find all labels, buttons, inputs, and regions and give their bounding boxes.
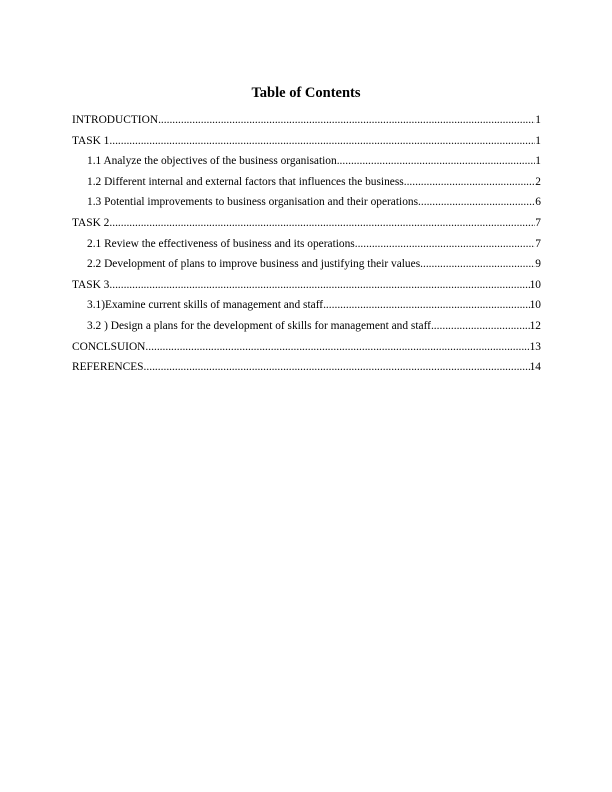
toc-dot-leader (431, 319, 530, 333)
toc-entry-3-2[interactable] (72, 319, 541, 340)
toc-entry-label: CONCLSUION (72, 340, 146, 353)
toc-page-number: 12 (529, 319, 541, 332)
toc-dot-leader (418, 195, 535, 209)
toc-page-number: 9 (535, 258, 541, 271)
toc-entry-3-1[interactable] (72, 298, 541, 319)
toc-dot-leader (420, 257, 535, 271)
toc-entry-label: 1.1 Analyze the objectives of the business organisation (87, 155, 337, 168)
toc-page-number: 6 (535, 196, 541, 209)
toc-entry-conclusion[interactable] (72, 340, 541, 361)
toc-page-number: 10 (529, 299, 541, 312)
toc-list (72, 113, 541, 381)
toc-page-number: 1 (535, 134, 541, 147)
toc-entry-label: 3.1)Examine current skills of management and staff. (87, 299, 326, 312)
toc-title: Table of Contents (251, 85, 361, 101)
toc-entry-label: 1.2 Different internal and external factors that influences the business (87, 175, 404, 188)
toc-page-number: 7 (535, 237, 541, 250)
toc-entry-references[interactable] (72, 360, 541, 381)
toc-dot-leader (404, 175, 536, 189)
toc-entry-task-1[interactable] (72, 134, 541, 155)
toc-entry-label: TASK 3 (72, 278, 110, 291)
toc-entry-2-2[interactable] (72, 257, 541, 278)
toc-dot-leader (109, 216, 535, 230)
toc-entry-introduction[interactable] (72, 113, 541, 134)
toc-page-number: 13 (529, 340, 541, 353)
toc-page-number: 2 (535, 175, 541, 188)
toc-dot-leader (337, 154, 536, 168)
toc-entry-task-2[interactable] (72, 216, 541, 237)
toc-entry-label: 3.2 ) Design a plans for the development of skills for management and staff (87, 319, 431, 332)
toc-entry-label: REFERENCES (72, 361, 144, 374)
toc-page-number: 7 (535, 216, 541, 229)
toc-dot-leader (109, 134, 535, 148)
toc-entry-label: 2.2 Development of plans to improve business and justifying their values (87, 258, 421, 271)
toc-page-number: 10 (529, 278, 541, 291)
toc-dot-leader (144, 360, 530, 374)
toc-entry-1-1[interactable] (72, 154, 541, 175)
toc-entry-label: 2.1 Review the effectiveness of business and its operations (87, 237, 355, 250)
toc-entry-2-1[interactable] (72, 237, 541, 258)
toc-dot-leader (109, 278, 529, 292)
toc-entry-label: INTRODUCTION (72, 114, 159, 126)
toc-entry-label: TASK 1 (72, 134, 110, 147)
toc-entry-label: 1.3 Potential improvements to business organisation and their operations (87, 196, 419, 209)
toc-page-number: 1 (535, 155, 541, 168)
toc-dot-leader (145, 340, 529, 354)
toc-dot-leader (326, 298, 530, 312)
toc-entry-1-3[interactable] (72, 195, 541, 216)
toc-entry-1-2[interactable] (72, 175, 541, 196)
toc-entry-task-3[interactable] (72, 278, 541, 299)
toc-dot-leader (158, 113, 535, 127)
toc-dot-leader (355, 237, 536, 251)
toc-entry-label: TASK 2 (72, 216, 110, 229)
toc-page-number: 1 (535, 114, 541, 126)
toc-page-number: 14 (529, 361, 541, 374)
